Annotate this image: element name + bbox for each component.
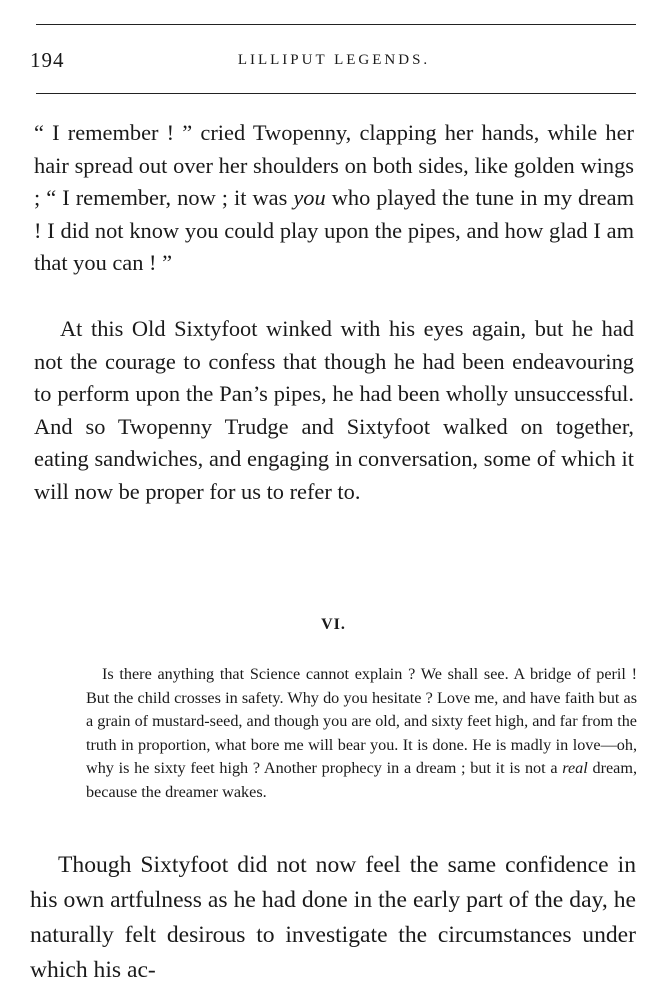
emphasis-text: real bbox=[562, 759, 588, 778]
synopsis-text: dream, because the dreamer wakes. bbox=[86, 759, 637, 801]
emphasis-text: you bbox=[293, 185, 326, 211]
page-header bbox=[30, 48, 638, 72]
header-bottom-rule bbox=[36, 93, 636, 94]
synopsis-text: Is there anything that Science cannot explain ? We shall see. A bridge of peril ! But the child crosses in safety. Why do you hesitate ? Love me, and have faith but as a grain of mustard-seed, and though you are old, and sixty feet high, and far from the truth in proportion, what bore me will bear you. It is done. He is madly in love—oh, why is he sixty feet high ? Another prophecy in a dream ; but it is not a bbox=[86, 665, 637, 778]
header-top-rule bbox=[36, 24, 636, 25]
paragraph-sixtyfoot-confidence: Though Sixtyfoot did not now feel the same confidence in his own artfulness as he had done in the early part of the day, he naturally felt desirous to investigate the circumstances under which his ac- bbox=[30, 852, 636, 983]
paragraph-text: who played the tune in my dream ! I did not know you could play upon the pipes, and how glad I am that you can ! ” bbox=[34, 185, 634, 276]
paragraph-twopenny-remembers bbox=[34, 117, 634, 280]
page-number: 194 bbox=[30, 48, 65, 72]
paragraph-text: “ I remember ! ” cried Twopenny, clapping her hands, while her hair spread out over her shoulders on both sides, like golden wings ; “ I remember, now ; it was bbox=[34, 120, 634, 211]
running-head: LILLIPUT LEGENDS. bbox=[237, 52, 431, 68]
paragraph-sixtyfoot-winked: At this Old Sixtyfoot winked with his eyes again, but he had not the courage to confess that though he had been endeavouring to perform upon the Pan’s pipes, he had been wholly unsuccessful. And so Twopenny Trudge and Sixtyfoot walked on together, eating sandwiches, and engaging in conversation, some of which it will now be proper for us to refer to. bbox=[34, 316, 634, 504]
chapter-heading: VI. bbox=[321, 616, 346, 633]
chapter-synopsis bbox=[86, 663, 637, 805]
